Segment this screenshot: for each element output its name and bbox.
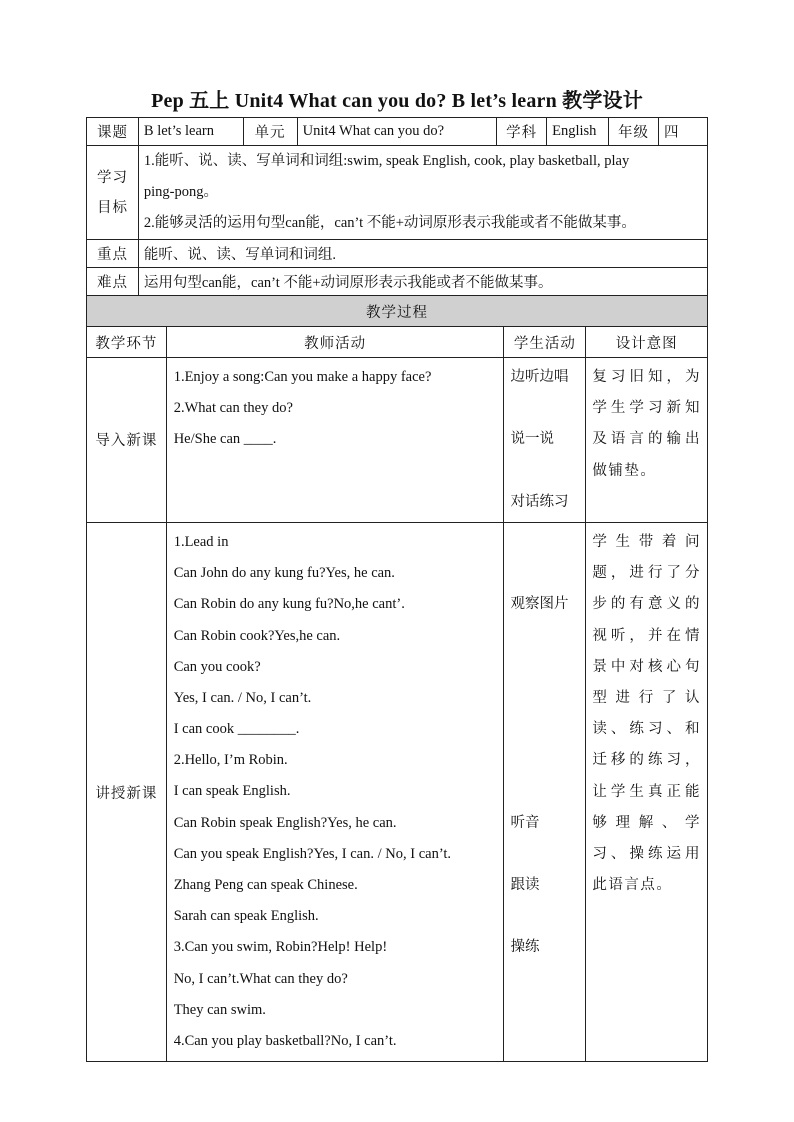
student-line [510,745,579,776]
teacher-line: They can swim. [173,1001,266,1018]
goals-label-line-1: 学习 [96,169,128,186]
difficulty-label: 难点 [87,268,139,296]
teacher-line: 4.Can you play basketball?No, I can’t. [173,1032,397,1049]
process-row-intro [87,358,708,523]
teacher-line: Can you cook? [173,658,261,675]
teacher-line: Can Robin speak English?Yes, he can. [173,814,397,831]
goal-line: 1.能听、说、读、写单词和词组:swim, speak English, cook, play basketball, play [143,153,630,169]
teaching-process-table [86,295,708,1062]
student-line [510,901,579,932]
student-line: 操练 [510,939,540,956]
subject-value: English [547,118,609,146]
teacher-line: 2.Hello, I’m Robin. [173,752,288,769]
teach-student-activities [504,522,586,1061]
teacher-line: Sarah can speak English. [173,908,319,925]
header-student: 学生活动 [504,327,586,358]
teach-teacher-activities [166,522,504,1061]
teacher-line: Can Robin do any kung fu?No,he cant’. [173,596,405,613]
info-row-difficulty [87,268,708,296]
student-line [510,776,579,807]
header-teacher: 教师活动 [166,327,504,358]
grade-value: 四 [659,118,708,146]
teacher-line: Zhang Peng can speak Chinese. [173,877,358,893]
student-line: 说一说 [510,431,554,448]
intro-design-intent: 复习旧知，为学生学习新知及语言的输出做铺垫。 [586,358,708,523]
student-line [510,527,579,558]
goal-line: 2.能够灵活的运用句型can能，can’t 不能+动词原形表示我能或者不能做某事。 [143,215,636,231]
subject-label: 学科 [497,118,547,146]
teacher-line: 1.Lead in [173,533,229,550]
teacher-line: Yes, I can. / No, I can’t. [173,689,312,706]
key-value: 能听、说、读、写单词和词组. [138,240,707,268]
student-line [510,714,579,745]
teacher-line: 2.What can they do? [173,400,293,417]
student-line [510,456,579,487]
teacher-line: 3.Can you swim, Robin?Help! Help! [173,939,388,956]
goals-label [87,146,139,240]
teacher-line: Can John do any kung fu?Yes, he can. [173,565,395,582]
student-line: 对话练习 [510,493,569,510]
student-line: 听音 [510,814,540,831]
info-row-key [87,240,708,268]
goals-label-line-2: 目标 [96,199,128,216]
difficulty-value: 运用句型can能，can’t 不能+动词原形表示我能或者不能做某事。 [138,268,707,296]
info-row-topic [87,118,708,146]
page-title: Pep 五上 Unit4 What can you do? B let’s learn 教学设计 [151,90,643,112]
student-line: 跟读 [510,877,540,893]
key-label: 重点 [87,240,139,268]
lesson-info-table [86,117,708,296]
teach-stage: 讲授新课 [87,522,167,1061]
teacher-line: He/She can ____. [173,431,277,448]
info-row-goals [87,146,708,240]
teacher-line: 1.Enjoy a song:Can you make a happy face? [173,369,432,385]
goal-line: ping-pong。 [143,184,219,200]
student-line: 观察图片 [510,596,569,613]
student-line: 边听边唱 [510,369,569,385]
unit-label: 单元 [243,118,297,146]
process-section-title: 教学过程 [87,296,708,327]
student-line [510,839,579,870]
intro-student-activities [504,358,586,523]
student-line [510,558,579,589]
student-line [510,683,579,714]
teacher-line: I can speak English. [173,783,291,800]
student-line [510,652,579,683]
student-line [510,621,579,652]
intro-teacher-activities [166,358,504,523]
intro-stage: 导入新课 [87,358,167,523]
header-intent: 设计意图 [586,327,708,358]
grade-label: 年级 [609,118,659,146]
teacher-line: Can you speak English?Yes, I can. / No, I can’t. [173,845,452,862]
student-line [510,393,579,424]
header-stage: 教学环节 [87,327,167,358]
teacher-line: No, I can’t.What can they do? [173,970,348,987]
teacher-line: Can Robin cook?Yes,he can. [173,627,341,644]
goals-content [138,146,707,240]
teacher-line: I can cook ________. [173,721,300,738]
process-header-row [87,327,708,358]
topic-label: 课题 [87,118,139,146]
teach-design-intent: 学生带着问题，进行了分步的有意义的视听，并在情景中对核心句型进行了认读、练习、和迁移的练习，让学生真正能够理解、学习、操练运用此语言点。 [586,522,708,1061]
topic-value: B let’s learn [138,118,243,146]
unit-value: Unit4 What can you do? [297,118,497,146]
process-row-teach [87,522,708,1061]
